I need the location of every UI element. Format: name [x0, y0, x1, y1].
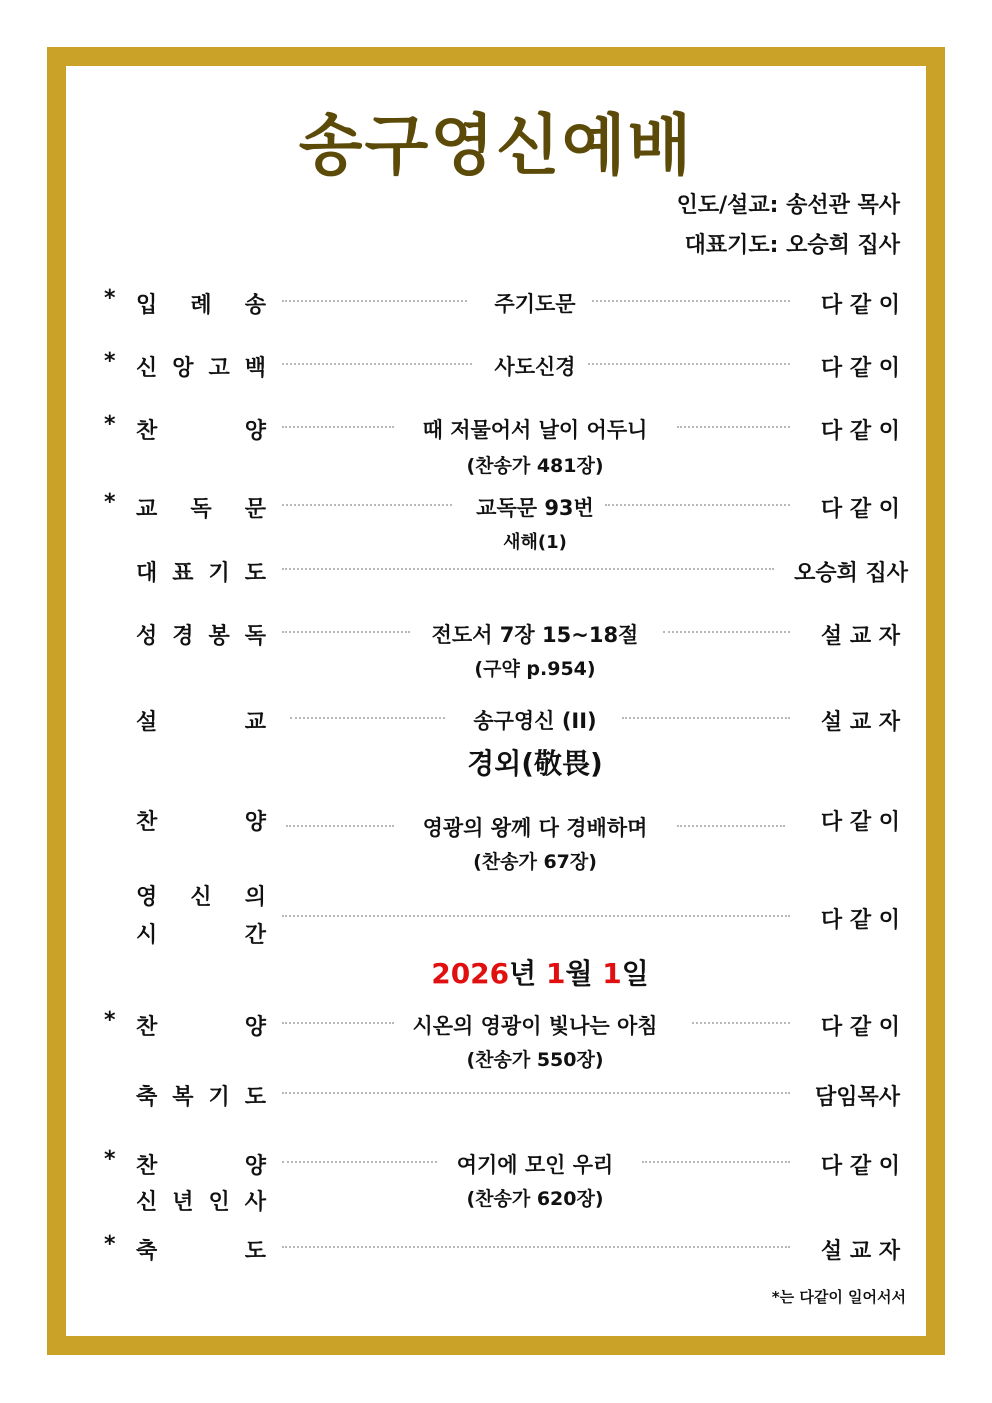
order-performer: 다 같 이 [820, 1015, 900, 1040]
new-year-date: 2026년 1월 1일 [431, 957, 649, 990]
standing-mark: * [104, 412, 116, 437]
standing-mark: * [104, 286, 116, 311]
dotted-leader [622, 717, 790, 719]
order-performer: 오승희 집사 [794, 561, 908, 586]
hymn-number: (찬송가 620장) [466, 1188, 604, 1210]
order-content: 교독문 93번 [476, 496, 594, 520]
prayer-leader-info: 대표기도: 오승희 집사 [684, 233, 900, 258]
order-performer: 다 같 이 [820, 810, 900, 835]
order-performer: 담임목사 [814, 1085, 900, 1110]
page-title: 송구영신예배 [298, 107, 694, 184]
order-label: 대 표 기 도 [136, 561, 266, 586]
order-label-second-line: 시 간 [136, 923, 266, 948]
order-label: 입 례 송 [136, 293, 266, 318]
dotted-leader [588, 363, 790, 365]
dotted-leader [605, 504, 790, 506]
order-performer: 다 같 이 [820, 356, 900, 381]
sermon-subtitle: 경외(敬畏) [467, 747, 603, 780]
order-label: 찬 양 [136, 1015, 266, 1040]
order-label: 교 독 문 [136, 497, 266, 522]
order-content: 사도신경 [494, 355, 576, 379]
order-label: 축 복 기 도 [136, 1085, 266, 1110]
order-performer: 설 교 자 [820, 710, 900, 735]
standing-mark: * [104, 1232, 116, 1257]
order-content: 영광의 왕께 다 경배하며 [422, 816, 648, 840]
order-label: 찬 양 [136, 1154, 266, 1179]
order-performer: 설 교 자 [820, 624, 900, 649]
order-label: 찬 양 [136, 419, 266, 444]
standing-mark: * [104, 1147, 116, 1172]
dotted-leader [663, 631, 790, 633]
order-label-second-line: 신 년 인 사 [136, 1190, 266, 1215]
sermon-title: 송구영신 (II) [473, 709, 597, 733]
dotted-leader [677, 426, 790, 428]
order-performer: 다 같 이 [820, 293, 900, 318]
standing-mark: * [104, 490, 116, 515]
order-content: 여기에 모인 우리 [456, 1153, 614, 1177]
dotted-leader [677, 825, 785, 827]
hymn-number: (찬송가 481장) [466, 455, 604, 477]
hymn-number: (찬송가 67장) [473, 851, 597, 873]
order-performer: 다 같 이 [820, 419, 900, 444]
dotted-leader [692, 1022, 790, 1024]
scripture-page: (구약 p.954) [474, 658, 596, 680]
hymn-number: (찬송가 550장) [466, 1049, 604, 1071]
standing-footnote: *는 다같이 일어서서 [771, 1288, 906, 1306]
dotted-leader [282, 1246, 790, 1248]
order-performer: 다 같 이 [820, 908, 900, 933]
order-content: 때 저물어서 날이 어두니 [422, 418, 648, 442]
order-performer: 다 같 이 [820, 1154, 900, 1179]
dotted-leader [592, 300, 790, 302]
responsive-reading-title: 새해(1) [503, 532, 567, 553]
order-performer: 설 교 자 [820, 1239, 900, 1264]
order-performer: 다 같 이 [820, 497, 900, 522]
dotted-leader [282, 915, 790, 917]
order-content: 전도서 7장 15~18절 [431, 623, 639, 647]
order-label: 설 교 [136, 710, 266, 735]
order-label: 성 경 봉 독 [136, 624, 266, 649]
order-label: 신 앙 고 백 [136, 356, 266, 381]
preacher-info: 인도/설교: 송선관 목사 [676, 193, 900, 218]
order-label: 찬 양 [136, 810, 266, 835]
order-content: 주기도문 [494, 292, 576, 316]
order-label: 축 도 [136, 1239, 266, 1264]
standing-mark: * [104, 1008, 116, 1033]
dotted-leader [642, 1161, 790, 1163]
order-content: 시온의 영광이 빛나는 아침 [412, 1014, 658, 1038]
standing-mark: * [104, 349, 116, 374]
dotted-leader [282, 568, 774, 570]
order-label: 영 신 의 [136, 885, 266, 910]
dotted-leader [282, 1092, 790, 1094]
